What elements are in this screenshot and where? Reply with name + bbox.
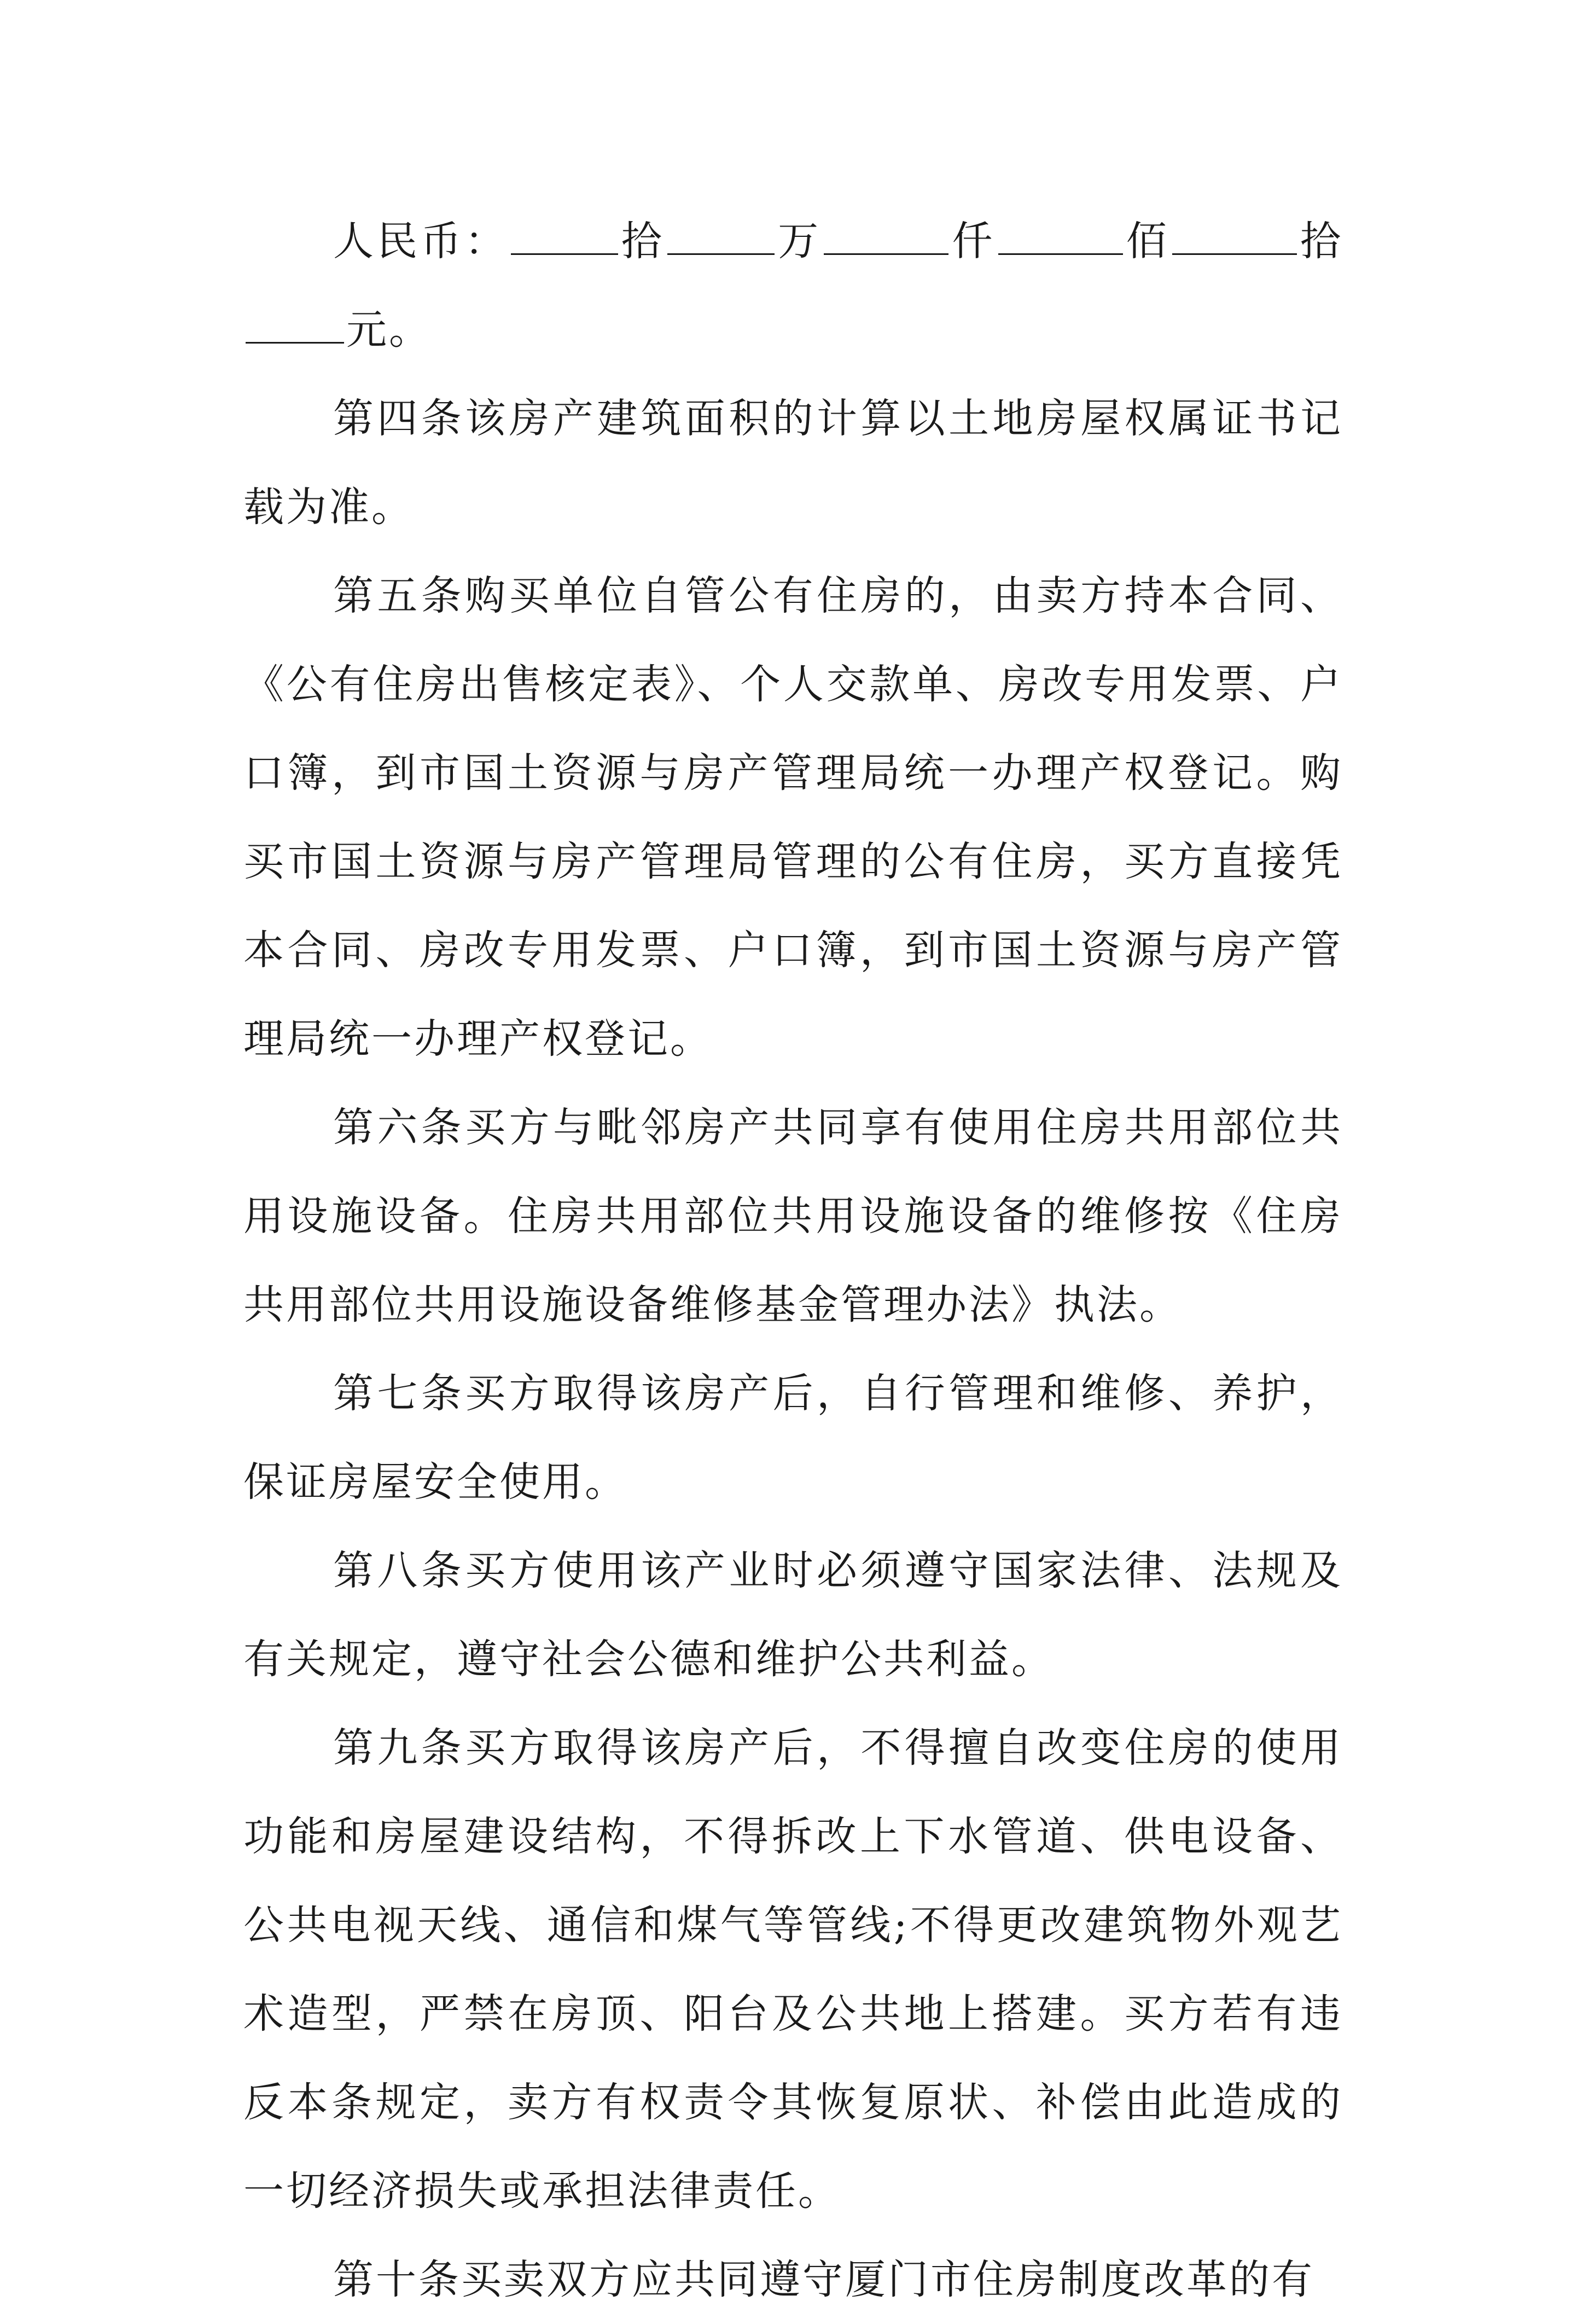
- blank-field: [667, 219, 775, 255]
- blank-field: [998, 219, 1123, 255]
- currency-amount-line: [243, 197, 1343, 374]
- article-5: 第五条购买单位自管公有住房的，由卖方持本合同、《公有住房出售核定表》、个人交款单、房改专用发票、户口簿，到市国土资源与房产管理局统一办理产权登记。购买市国土资源与房产管理局管理的公有住房，买方直接凭本合同、房改专用发票、户口簿，到市国土资源与房产管理局统一办理产权登记。: [243, 572, 1343, 1062]
- unit-label: 拾: [620, 218, 665, 265]
- article-9: 第九条买方取得该房产后，不得擅自改变住房的使用功能和房屋建设结构，不得拆改上下水管道、供电设备、公共电视天线、通信和煤气等管线;不得更改建筑物外观艺术造型，严禁在房顶、阳台及公共地上搭建。买方若有违反本条规定，卖方有权责令其恢复原状、补偿由此造成的一切经济损失或承担法律责任。: [243, 1724, 1343, 2215]
- currency-prefix: 人民币：: [333, 218, 509, 265]
- article-7: 第七条买方取得该房产后，自行管理和维修、养护，保证房屋安全使用。: [243, 1370, 1343, 1506]
- blank-field: [1172, 219, 1297, 255]
- unit-label: 拾: [1299, 218, 1343, 265]
- blank-field: [824, 219, 948, 255]
- unit-label: 佰: [1125, 218, 1170, 265]
- contract-body: [243, 197, 1343, 2324]
- unit-label: 元。: [346, 306, 432, 353]
- blank-field: [511, 219, 618, 255]
- blank-field: [246, 308, 344, 344]
- unit-label: 仟: [951, 218, 996, 265]
- article-8: 第八条买方使用该产业时必须遵守国家法律、法规及有关规定，遵守社会公德和维护公共利益。: [243, 1547, 1343, 1683]
- article-4: 第四条该房产建筑面积的计算以土地房屋权属证书记载为准。: [243, 395, 1343, 531]
- unit-label: 万: [776, 218, 822, 265]
- article-10: 第十条买卖双方应共同遵守厦门市住房制度改革的有: [333, 2256, 1314, 2303]
- article-6: 第六条买方与毗邻房产共同享有使用住房共用部位共用设施设备。住房共用部位共用设施设备的维修按《住房共用部位共用设施设备维修基金管理办法》执法。: [243, 1104, 1343, 1328]
